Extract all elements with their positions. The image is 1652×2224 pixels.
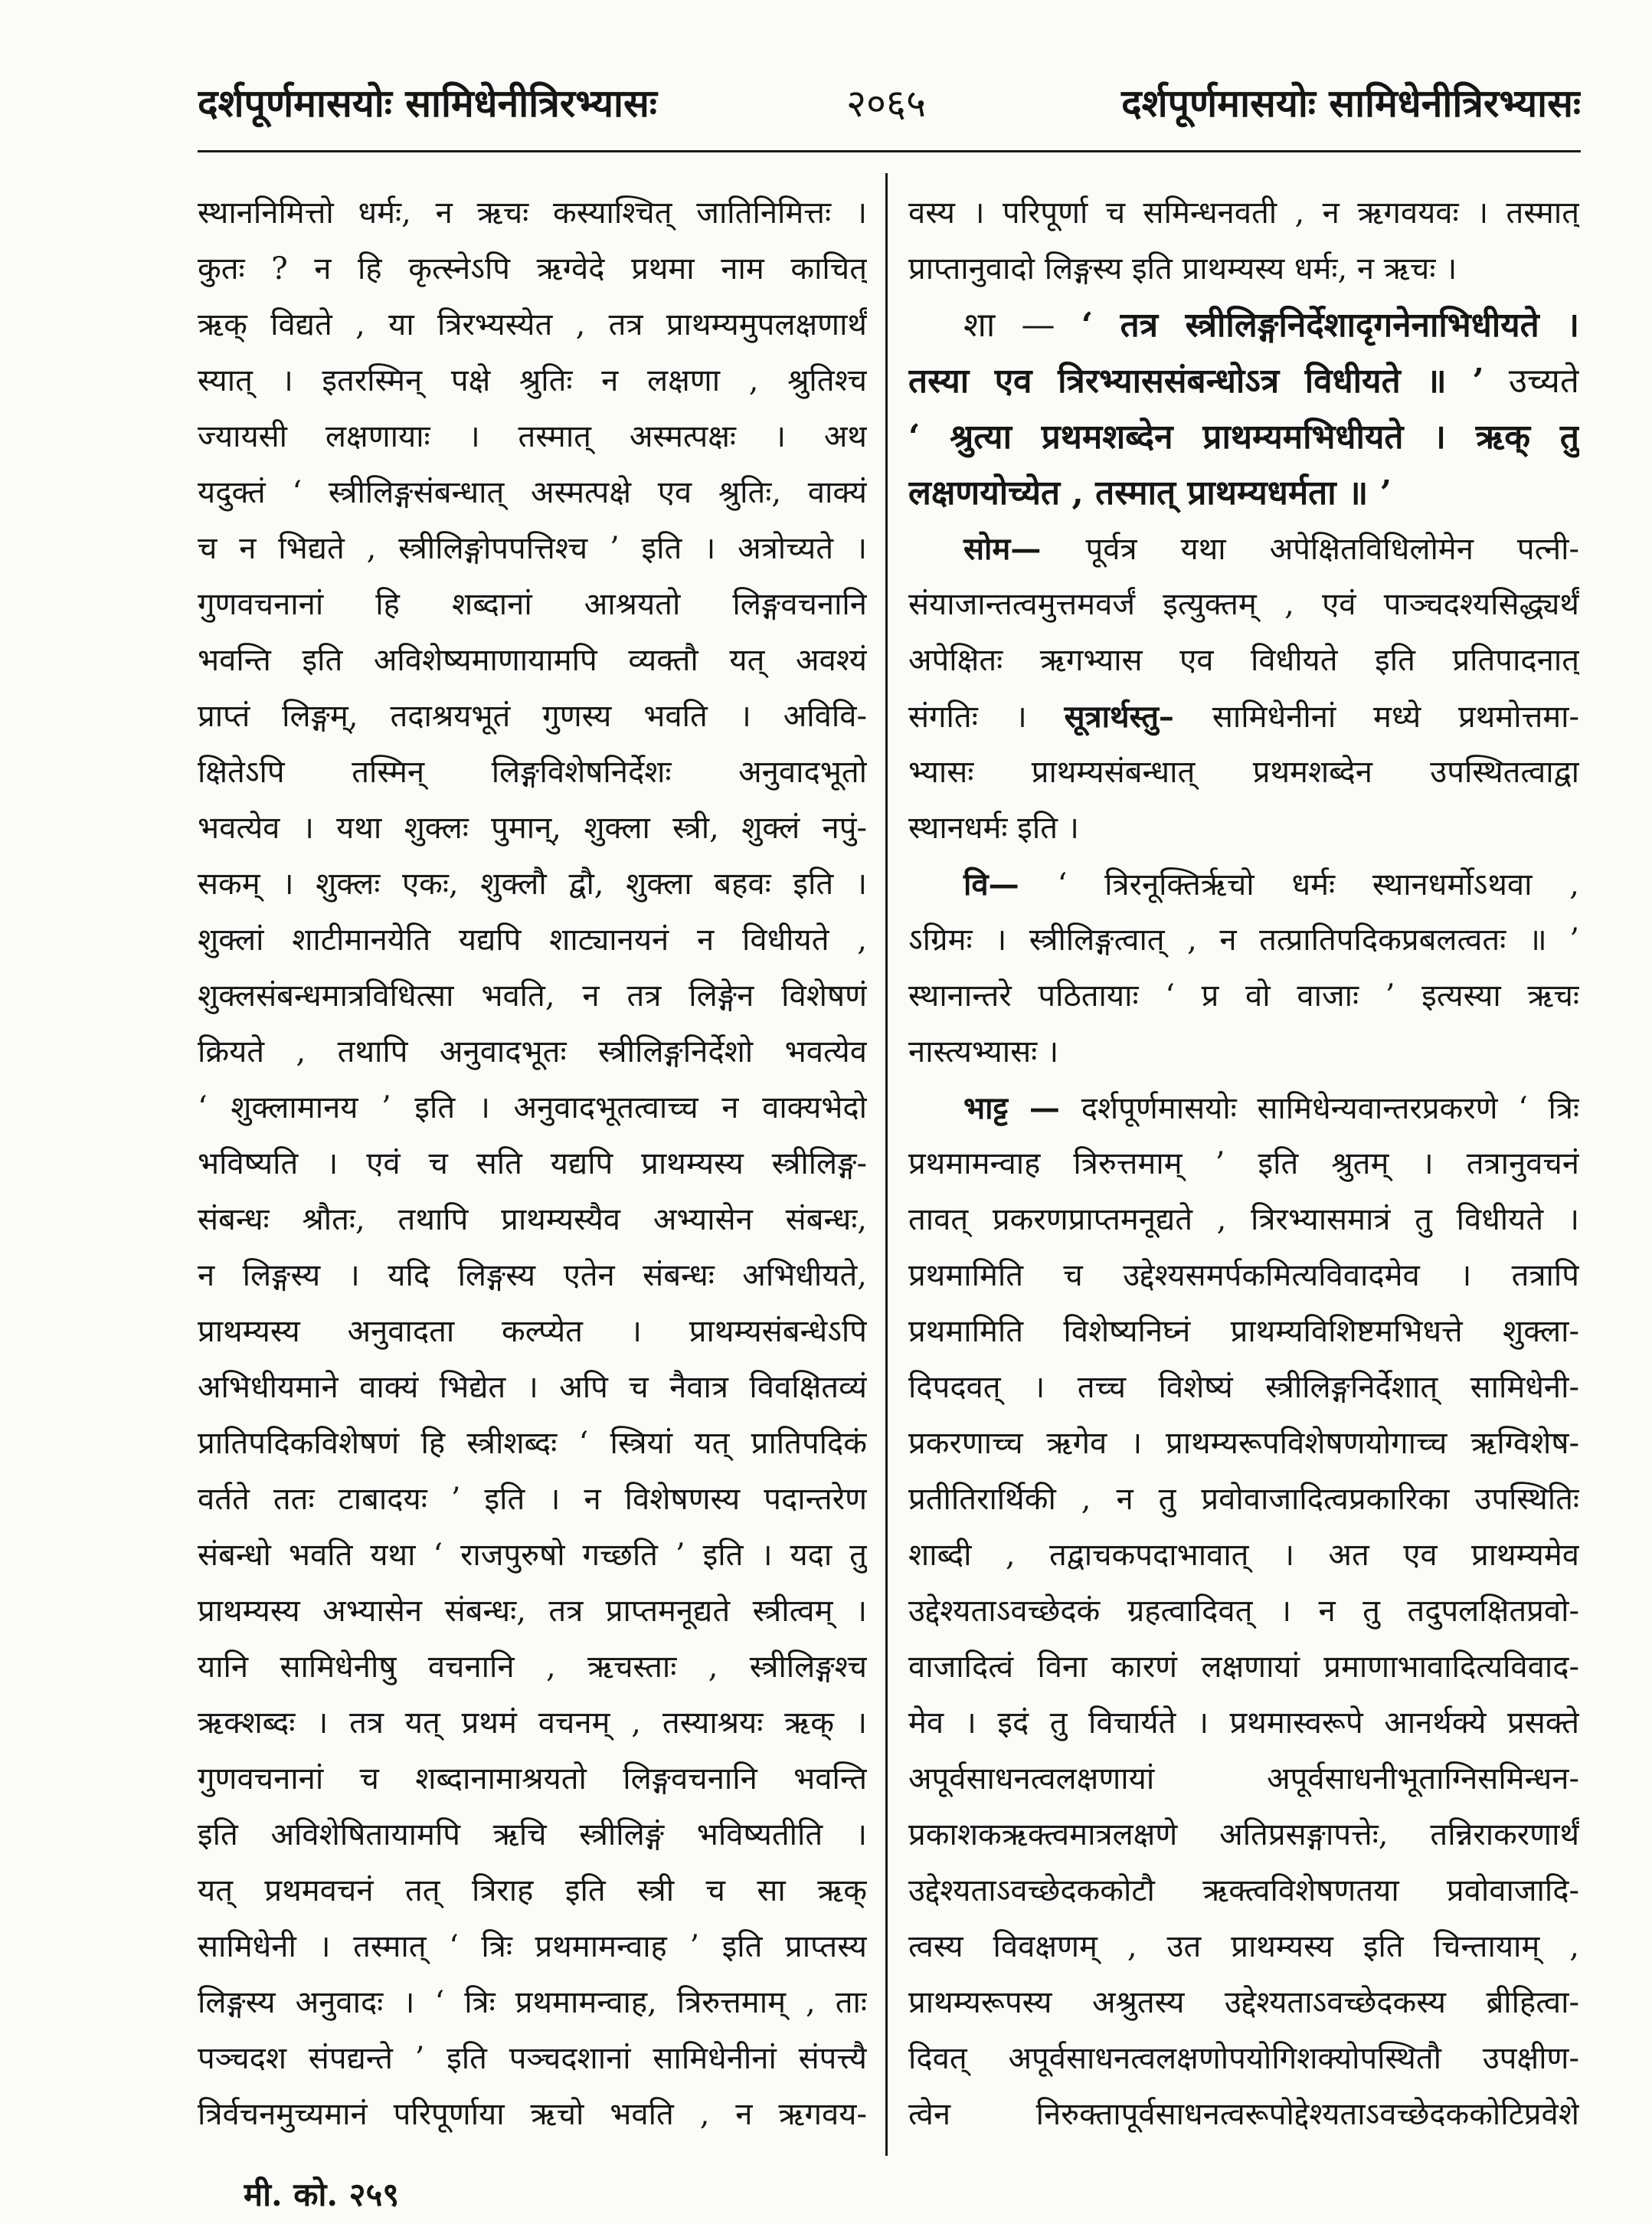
vi-paragraph-line [908, 857, 1579, 912]
shastradipika-quote-line: ‘ श्रुत्या प्रथमशब्देन प्राथम्यमभिधीयते । ऋक् तु [908, 418, 1579, 457]
text-line: दिपदवत् । तच्च विशेष्यं स्त्रीलिङ्गनिर्देशात् सामिधेनी- [908, 1370, 1579, 1405]
text-line: प्राथम्यरूपस्य अश्रुतस्य उद्देश्यताऽवच्छेदकस्य ब्रीहित्वा- [908, 1985, 1579, 2020]
text-line: संयाजान्तत्वमुत्तमवर्जं इत्युक्तम् , एवं पाञ्चदश्यसिद्ध्यर्थं [908, 587, 1579, 622]
text-line: प्राप्तं लिङ्गम्, तदाश्रयभूतं गुणस्य भवति । अविवि- [198, 699, 867, 734]
paragraph-text: ‘ त्रिरनूक्तिर्ऋचो धर्मः स्थानधर्मोऽथवा , [1057, 867, 1579, 902]
text-line: ऽग्रिमः । स्त्रीलिङ्गत्वात् , न तत्प्रातिपदिकप्रबलत्वतः ॥ ’ [908, 922, 1579, 958]
text-line: यानि सामिधेनीषु वचनानि , ऋचस्ताः , स्त्रीलिङ्गश्च [198, 1649, 867, 1685]
text-line: प्रथमामिति च उद्देश्यसमर्पकमित्यविवादमेव । तत्रापि [908, 1258, 1579, 1293]
commentary-label: वि— [963, 866, 1058, 902]
header-rule [198, 150, 1581, 152]
text-line: प्रातिपदिकविशेषणं हि स्त्रीशब्दः ‘ स्त्रियां यत् प्रातिपदिकं [198, 1426, 867, 1461]
text-line: यदुक्तं ‘ स्त्रीलिङ्गसंबन्धात् अस्मत्पक्षे एव श्रुतिः, वाक्यं [198, 475, 867, 510]
text-line: वाजादित्वं विना कारणं लक्षणायां प्रमाणाभावादित्यविवाद- [908, 1649, 1579, 1685]
paragraph-text: पूर्वत्र यथा अपेक्षितविधिलोमेन पत्नी- [1085, 532, 1579, 567]
text-line: च न भिद्यते , स्त्रीलिङ्गोपपत्तिश्च ’ इति । अत्रोच्यते । [198, 531, 867, 566]
text-line: नास्त्यभ्यासः । [908, 1034, 1059, 1069]
text-line: वस्य । परिपूर्णा च समिन्धनवती , न ऋगवयवः । तस्मात् [908, 195, 1579, 231]
text-line: स्थानधर्मः इति । [908, 811, 1079, 846]
text-line: सकम् । शुक्लः एकः, शुक्लौ द्वौ, शुक्ला बहवः इति । [198, 866, 867, 902]
column-divider [885, 173, 888, 2156]
text-line: स्यात् । इतरस्मिन् पक्षे श्रुतिः न लक्षणा , श्रुतिश्च [198, 363, 867, 398]
shastradipika-quote-line: लक्षणयोच्येत , तस्मात् प्राथम्यधर्मता ॥ ’ [908, 473, 1392, 513]
text-line: पञ्चदश संपद्यन्ते ’ इति पञ्चदशानां सामिधेनीनां संपत्त्यै [198, 2041, 867, 2076]
text-line: संबन्धो भवति यथा ‘ राजपुरुषो गच्छति ’ इति । यदा तु [198, 1538, 867, 1573]
text-line: दिवत् अपूर्वसाधनत्वलक्षणोपयोगिशक्योपस्थितौ उपक्षीण- [908, 2041, 1579, 2076]
text-line: प्रथमामन्वाह त्रिरुत्तमाम् ’ इति श्रुतम् । तत्रानुवचनं [908, 1146, 1579, 1181]
text-line: अभिधीयमाने वाक्यं भिद्येत । अपि च नैवात्र विवक्षितव्यं [198, 1370, 867, 1405]
text-line: उद्देश्यताऽवच्छेदकं ग्रहत्वादिवत् । न तु तदुपलक्षितप्रवो- [908, 1593, 1579, 1629]
right-column [908, 185, 1579, 2143]
text-line: इति अविशेषितायामपि ऋचि स्त्रीलिङ्गं भविष्यतीति । [198, 1817, 867, 1852]
text-line: सामिधेनी । तस्मात् ‘ त्रिः प्रथमामन्वाह ’ इति प्राप्तस्य [198, 1929, 867, 1964]
text-line: ऋक् विद्यते , या त्रिरभ्यस्येत , तत्र प्राथम्यमुपलक्षणार्थं [198, 307, 867, 342]
text-line: प्राथम्यस्य अभ्यासेन संबन्धः, तत्र प्राप्तमनूद्यते स्त्रीत्वम् । [198, 1593, 867, 1629]
text-line: शुक्लसंबन्धमात्रविधित्सा भवति, न तत्र लिङ्गेन विशेषणं [198, 978, 867, 1014]
text-line: ऋक्शब्दः । तत्र यत् प्रथमं वचनम् , तस्याश्रयः ऋक् । [198, 1705, 867, 1741]
text-line: भविष्यति । एवं च सति यद्यपि प्राथम्यस्य स्त्रीलिङ्ग- [198, 1146, 867, 1181]
text-line: शुक्लां शाटीमानयेति यद्यपि शाट्यानयनं न विधीयते , [198, 922, 867, 958]
signature-mark: मी. को. २५९ [244, 2176, 400, 2213]
text-line: शाब्दी , तद्वाचकपदाभावात् । अत एव प्राथम्यमेव [908, 1538, 1579, 1573]
text-line: प्रकरणाच्च ऋगेव । प्राथम्यरूपविशेषणयोगाच्च ऋग्विशेष- [908, 1426, 1579, 1461]
text-line [908, 689, 1579, 745]
text-line: ज्यायसी लक्षणायाः । तस्मात् अस्मत्पक्षः । अथ [198, 419, 867, 454]
shastradipika-quote-line [908, 353, 1579, 409]
header-left-title: दर्शपूर्णमासयोः सामिधेनीत्रिरभ्यासः [198, 80, 657, 126]
text-line: प्राथम्यस्य अनुवादता कल्प्येत । प्राथम्यसंबन्धेऽपि [198, 1314, 867, 1349]
text-line: प्रकाशकऋक्त्वमात्रलक्षणे अतिप्रसङ्गापत्तेः, तन्निराकरणार्थं [908, 1817, 1579, 1852]
text-line: प्रथमामिति विशेष्यनिघ्नं प्राथम्यविशिष्टमभिधत्ते शुक्ला- [908, 1314, 1579, 1349]
text-line: उद्देश्यताऽवच्छेदककोटौ ऋक्त्वविशेषणतया प्रवोवाजादि- [908, 1873, 1579, 1908]
header-right-title: दर्शपूर्णमासयोः सामिधेनीत्रिरभ्यासः [1121, 80, 1581, 126]
left-column [198, 185, 867, 2143]
text-line: यत् प्रथमवचनं तत् त्रिराह इति स्त्री च सा ऋक् [198, 1873, 867, 1908]
text-line: अपूर्वसाधनत्वलक्षणायां अपूर्वसाधनीभूताग्निसमिन्धन- [908, 1761, 1579, 1797]
text-line: गुणवचनानां च शब्दानामाश्रयतो लिङ्गवचनानि भवन्ति [198, 1761, 867, 1797]
page-number: २०६५ [846, 81, 926, 126]
text-line: स्थाननिमित्तो धर्मः, न ऋचः कस्याश्चित् जातिनिमित्तः । [198, 195, 867, 231]
commentary-label: शा — [963, 306, 1081, 345]
text-line: प्रतीतिरार्थिकी , न तु प्रवोवाजादित्वप्रकारिका उपस्थितिः [908, 1482, 1579, 1517]
text-line: स्थानान्तरे पठितायाः ‘ प्र वो वाजाः ’ इत्यस्या ऋचः [908, 978, 1579, 1014]
text-line: त्वस्य विवक्षणम् , उत प्राथम्यस्य इति चिन्तायाम् , [908, 1929, 1579, 1964]
text-line: वर्तते ततः टाबादयः ’ इति । न विशेषणस्य पदान्तरेण [198, 1482, 867, 1517]
text-line: संबन्धः श्रौतः, तथापि प्राथम्यस्यैव अभ्यासेन संबन्धः, [198, 1202, 867, 1237]
text-line: कुतः ? न हि कृत्स्नेऽपि ऋग्वेदे प्रथमा नाम काचित् [198, 251, 867, 287]
text-line: त्वेन निरुक्तापूर्वसाधनत्वरूपोद्देश्यताऽवच्छेदककोटिप्रवेशे [908, 2097, 1579, 2132]
text-line: ‘ शुक्लामानय ’ इति । अनुवादभूतत्वाच्च न वाक्यभेदो [198, 1090, 867, 1125]
commentary-label: सोम— [963, 531, 1086, 567]
text-line: अपेक्षितः ऋगभ्यास एव विधीयते इति प्रतिपादनात् [908, 643, 1579, 678]
text-line: मेव । इदं तु विचार्यते । प्रथमास्वरूपे आनर्थक्ये प्रसक्ते [908, 1705, 1579, 1741]
text-line: भवत्येव । यथा शुक्लः पुमान्, शुक्ला स्त्री, शुक्लं नपुं- [198, 811, 867, 846]
text-line: भवन्ति इति अविशेष्यमाणायामपि व्यक्तौ यत् अवश्यं [198, 643, 867, 678]
soma-paragraph-line [908, 521, 1579, 577]
running-header [198, 75, 1581, 132]
text-line: त्रिर्वचनमुच्यमानं परिपूर्णाया ऋचो भवति , न ऋगवय- [198, 2097, 867, 2132]
text-line: क्रियते , तथापि अनुवादभूतः स्त्रीलिङ्गनिर्देशो भवत्येव [198, 1034, 867, 1069]
commentary-label: भाट्ट — [963, 1090, 1081, 1126]
text-line: गुणवचनानां हि शब्दानां आश्रयतो लिङ्गवचनानि [198, 587, 867, 622]
shastradipika-quote-line [908, 297, 1579, 353]
text-line: प्राप्तानुवादो लिङ्गस्य इति प्राथम्यस्य धर्मः, न ऋचः । [908, 251, 1457, 287]
sutrartha-label: सूत्रार्थस्तु– [1064, 699, 1212, 735]
text-line: क्षितेऽपि तस्मिन् लिङ्गविशेषनिर्देशः अनुवादभूतो [198, 755, 867, 790]
line-prefix: संगतिः । [908, 699, 1065, 735]
quote-text: ‘ तत्र स्त्रीलिङ्गनिर्देशादृगनेनाभिधीयते । [1081, 306, 1579, 345]
bhatta-paragraph-line [908, 1080, 1579, 1136]
text-line: न लिङ्गस्य । यदि लिङ्गस्य एतेन संबन्धः अभिधीयते, [198, 1258, 867, 1293]
text-line: तावत् प्रकरणप्राप्तमनूद्यते , त्रिरभ्यासमात्रं तु विधीयते । [908, 1202, 1579, 1237]
paragraph-text: सामिधेनीनां मध्ये प्रथमोत्तमा- [1212, 699, 1579, 735]
quote-tail: उच्यते [1484, 362, 1579, 401]
text-line: लिङ्गस्य अनुवादः । ‘ त्रिः प्रथमामन्वाह, त्रिरुत्तमाम् , ताः [198, 1985, 867, 2020]
paragraph-text: दर्शपूर्णमासयोः सामिधेन्यवान्तरप्रकरणे ‘ त्रिः [1081, 1091, 1579, 1126]
text-line: भ्यासः प्राथम्यसंबन्धात् प्रथमशब्देन उपस्थितत्वाद्वा [908, 755, 1579, 790]
quote-text: तस्या एव त्रिरभ्याससंबन्धोऽत्र विधीयते ॥ ’ [908, 362, 1484, 401]
